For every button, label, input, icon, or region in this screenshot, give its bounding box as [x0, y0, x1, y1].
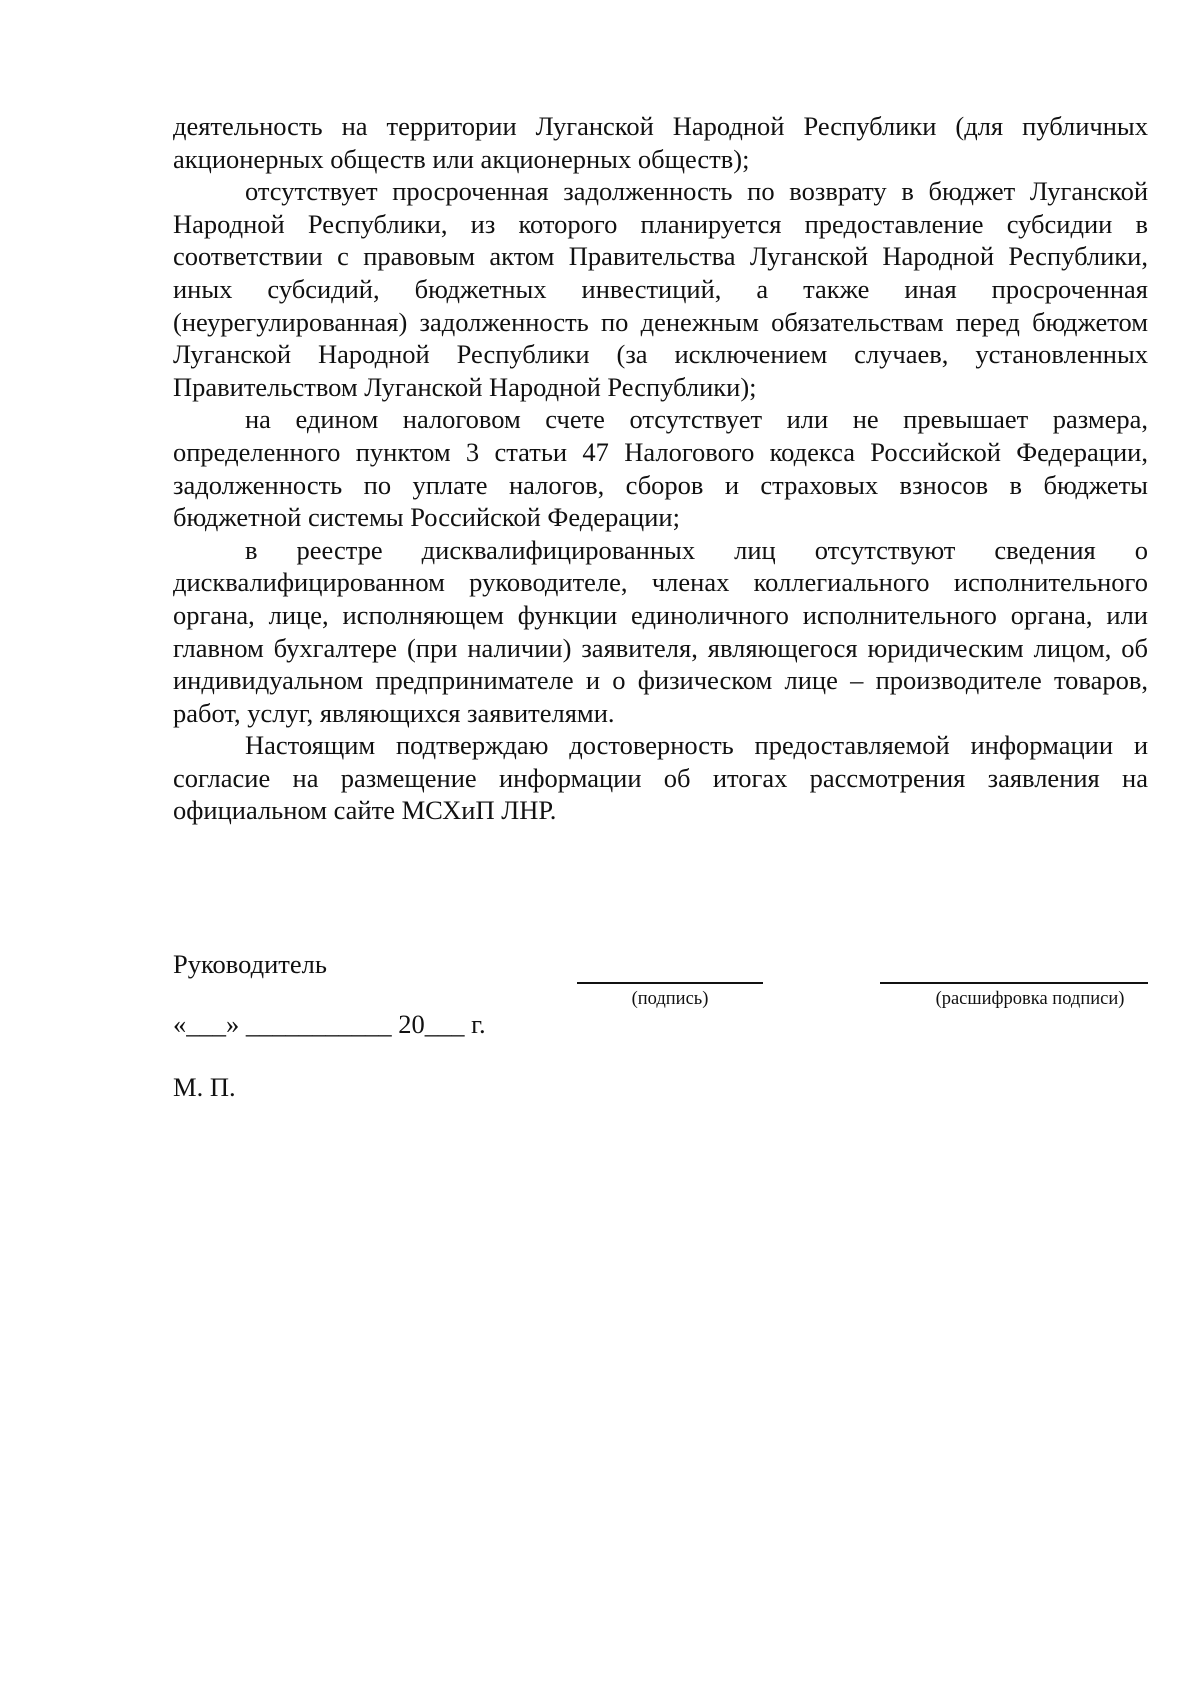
- date-line: «___» ___________ 20___ г.: [173, 1009, 486, 1039]
- document-body: [173, 110, 1148, 827]
- stamp-mark: М. П.: [173, 1072, 236, 1102]
- signature-decryption-hint: (расшифровка подписи): [935, 989, 1125, 1009]
- paragraph-continuation: деятельность на территории Луганской Народной Республики (для публичных акционерных обществ или акционерных обществ);: [173, 111, 1148, 174]
- signature-decryption-line: [880, 982, 1148, 984]
- paragraph-confirmation: Настоящим подтверждаю достоверность предоставляемой информации и согласие на размещение информации об итогах рассмотрения заявления на официальном сайте МСХиП ЛНР.: [173, 730, 1148, 826]
- paragraph-tax-account: на едином налоговом счете отсутствует или не превышает размера, определенного пунктом 3 статьи 47 Налогового кодекса Российской Федерации, задолженность по уплате налогов, сборов и страховых взносов в бюджеты бюджетной системы Российской Федерации;: [173, 404, 1148, 533]
- paragraph-disqualified-registry: в реестре дисквалифицированных лиц отсутствуют сведения о дисквалифицированном руководителе, членах коллегиального исполнительного органа, лице, исполняющем функции единоличного исполнительного органа, или главном бухгалтере (при наличии) заявителя, являющегося юридическим лицом, об индивидуальном предпринимателе и о физическом лице – производителе товаров, работ, услуг, являющихся заявителями.: [173, 534, 1148, 728]
- signature-line: [577, 982, 763, 984]
- paragraph-no-overdue-debt: отсутствует просроченная задолженность по возврату в бюджет Луганской Народной Республики, из которого планируется предоставление субсидии в соответствии с правовым актом Правительства Луганской Народной Республики, иных субсидий, бюджетных инвестиций, а также иная просроченная (неурегулированная) задолженность по денежным обязательствам перед бюджетом Луганской Народной Республики (за исключением случаев, установленных Правительством Луганской Народной Республики);: [173, 176, 1148, 402]
- signature-hint: (подпись): [631, 989, 709, 1009]
- signer-title: Руководитель: [173, 949, 327, 979]
